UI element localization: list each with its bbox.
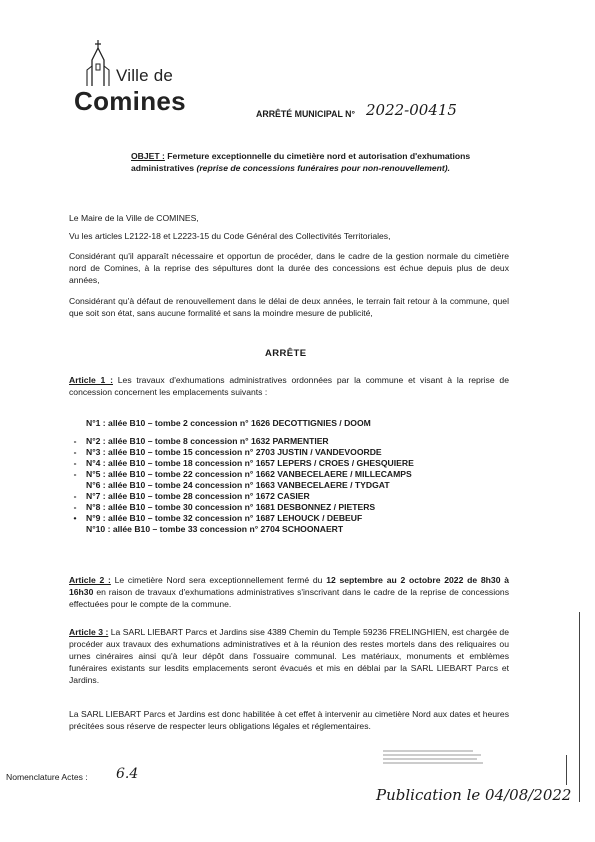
considerant-2: Considérant qu'à défaut de renouvellement dans le délai de deux années, le terrain fait retour à la commune, quel que soit son état, sans aucune formalité et sans la moindre mesure de publicité, — [69, 296, 509, 318]
list-bullet: - — [73, 458, 77, 468]
article-3 — [69, 626, 509, 686]
publication-note: Publication le 04/08/2022 — [376, 786, 572, 804]
list-item-text: N°8 : allée B10 – tombe 30 concession n° 1681 DESBONNEZ / PIETERS — [86, 502, 376, 512]
article-2 — [69, 574, 509, 610]
scan-edge-line — [566, 755, 567, 785]
logo-comines-text: Comines — [74, 86, 186, 116]
list-bullet: - — [73, 447, 77, 457]
objet-label: OBJET : — [131, 151, 165, 161]
logo-ville-text: Ville de — [116, 66, 174, 85]
arrete-label: ARRÊTÉ MUNICIPAL N° — [256, 109, 355, 119]
article-1 — [69, 374, 509, 398]
article-2-label: Article 2 : — [69, 575, 111, 585]
concession-list — [72, 418, 512, 548]
article-2-text-b: en raison de travaux d'exhumations administratives s'inscrivant dans le cadre de la reprise de concessions effectuées pour le compte de la commune. — [69, 587, 509, 609]
article-3-label: Article 3 : — [69, 627, 109, 637]
article-1-label: Article 1 : — [69, 375, 113, 385]
considerant-1: Considérant qu'il apparaît nécessaire et opportun de procéder, dans le cadre de la gestion normale du cimetière nord de Comines, à la reprise des sépultures dont la durée des concessions est échue depuis plus de deux années, — [69, 251, 509, 285]
list-item-text: N°10 : allée B10 – tombe 33 concession n° 2704 SCHOONAERT — [86, 524, 344, 534]
scan-edge-line — [579, 612, 580, 802]
nomenclature-value: 6.4 — [116, 766, 139, 782]
list-item-text: N°4 : allée B10 – tombe 18 concession n° 1657 LEPERS / CROES / GHESQUIERE — [86, 458, 414, 468]
list-bullet: - — [73, 436, 77, 446]
maire-line: Le Maire de la Ville de COMINES, — [69, 213, 199, 223]
article-2-dates: 12 septembre au 2 octobre 2022 de 8h30 à 16h30 — [69, 575, 509, 597]
article-3-second: La SARL LIEBART Parcs et Jardins est donc habilitée à cet effet à intervenir au cimetière Nord aux dates et heures précitées sous réserve de respecter leurs obligations légales et réglementaires. — [69, 709, 509, 731]
arrete-number: 2022-00415 — [366, 101, 457, 119]
list-item-text: N°5 : allée B10 – tombe 22 concession n° 1662 VANBECELAERE / MILLECAMPS — [86, 469, 412, 479]
objet-text: Fermeture exceptionnelle du cimetière nord et autorisation d'exhumations administratives — [131, 151, 471, 173]
list-item-text: N°7 : allée B10 – tombe 28 concession n° 1672 CASIER — [86, 491, 310, 501]
objet-italic: (reprise de concessions funéraires pour non-renouvellement). — [196, 163, 451, 173]
arrete-heading: ARRÊTE — [265, 348, 307, 359]
list-bullet: • — [73, 513, 77, 523]
list-bullet: - — [73, 502, 77, 512]
list-bullet: - — [73, 491, 77, 501]
list-item-text: N°1 : allée B10 – tombe 2 concession n° 1626 DECOTTIGNIES / DOOM — [86, 418, 371, 428]
receipt-stamp — [381, 748, 485, 768]
article-1-text: Les travaux d'exhumations administratives ordonnées par la commune et visant à la reprise de concession concernent les emplacements suivants : — [69, 375, 509, 397]
list-item-text: N°3 : allée B10 – tombe 15 concession n° 2703 JUSTIN / VANDEVOORDE — [86, 447, 382, 457]
nomenclature-label: Nomenclature Actes : — [6, 772, 88, 782]
article-3-text-a: La SARL LIEBART Parcs et Jardins sise 4389 Chemin du Temple 59236 FRELINGHIEN, est chargée de procéder aux travaux des exhumations administratives et à la réunion des restes mortels dans des reliquaires ou urnes cinéraires ainsi qu'à leur dépôt dans l'ossuaire communal. Les matériaux, monuments et emblèmes funéraires existants sur lesdits emplacements seront évacués et mis en déblai par la SARL LIEBART Parcs et Jardins. — [69, 627, 509, 685]
list-item-text: N°2 : allée B10 – tombe 8 concession n° 1632 PARMENTIER — [86, 436, 329, 446]
list-item-text: N°9 : allée B10 – tombe 32 concession n° 1687 LEHOUCK / DEBEUF — [86, 513, 363, 523]
vu-line: Vu les articles L2122-18 et L2223-15 du Code Général des Collectivités Territoriales, — [69, 231, 391, 241]
church-logo-icon — [84, 38, 114, 88]
list-item-text: N°6 : allée B10 – tombe 24 concession n° 1663 VANBECELAERE / TYDGAT — [86, 480, 390, 490]
article-2-text-a: Le cimetière Nord sera exceptionnellement fermé du — [114, 575, 323, 585]
objet-block — [131, 150, 511, 174]
list-bullet: - — [73, 469, 77, 479]
